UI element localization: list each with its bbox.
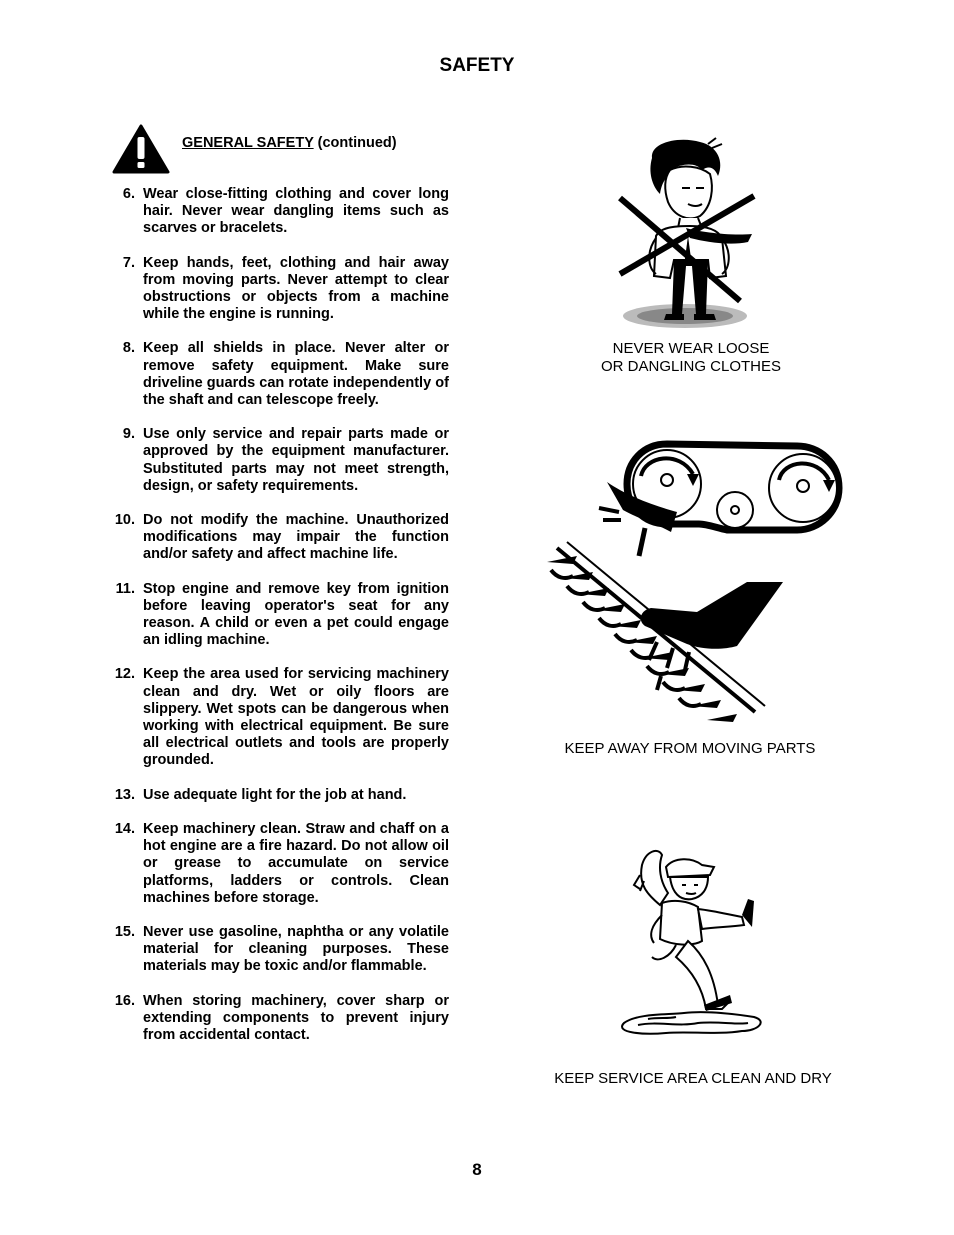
section-heading-title: GENERAL SAFETY — [182, 135, 314, 151]
list-item — [100, 512, 449, 564]
rule-number: 11. — [115, 580, 135, 597]
list-item — [100, 787, 449, 804]
rule-number: 7. — [122, 254, 135, 271]
caption-line: OR DANGLING CLOTHES — [600, 358, 782, 375]
list-item — [100, 924, 449, 976]
rule-text: Wear close-fitting clothing and cover long hair. Never wear dangling items such as scarves or bracelets. — [143, 186, 449, 237]
warning-triangle-icon — [112, 124, 170, 174]
rule-number: 8. — [122, 340, 135, 357]
rule-text: Use adequate light for the job at hand. — [143, 786, 407, 803]
rule-text: Keep the area used for servicing machinery clean and dry. Wet or oily floors are slippery. Wet spots can be dangerous when working with electrical equipment. Be sure all electrical outlets and tools are properly grounded. — [143, 666, 449, 769]
rule-number: 14. — [114, 820, 135, 837]
rule-text: When storing machinery, cover sharp or extending components to prevent injury from accidental contact. — [143, 992, 449, 1043]
list-item — [100, 666, 449, 769]
rule-text: Never use gasoline, naphtha or any volatile material for cleaning purposes. These materials may be toxic and/or flammable. — [143, 923, 449, 975]
rule-number: 6. — [122, 186, 135, 202]
rule-text: Keep all shields in place. Never alter or remove safety equipment. Make sure driveline guards can rotate independently of the shaft and can telescope freely. — [143, 340, 449, 409]
list-item — [100, 340, 449, 409]
section-heading-suffix: (continued) — [313, 135, 397, 151]
caption-loose-clothes — [560, 340, 822, 376]
list-item — [100, 821, 449, 907]
loose-clothes-crossed-out-icon — [590, 136, 775, 336]
list-item — [100, 581, 449, 650]
rule-text: Use only service and repair parts made or approved by the equipment manufacturer. Substituted parts may not meet strength, design, or safety requirements. — [143, 426, 449, 494]
list-item — [100, 426, 449, 495]
section-heading — [182, 135, 397, 151]
rule-text: Keep hands, feet, clothing and hair away from moving parts. Never attempt to clear obstructions or objects from a machine while the engine is running. — [143, 254, 449, 323]
rule-number: 9. — [122, 426, 135, 443]
list-item — [100, 186, 449, 238]
rule-number: 16. — [114, 992, 135, 1009]
caption-line: KEEP AWAY FROM MOVING PARTS — [564, 740, 816, 757]
page-number: 8 — [472, 1160, 482, 1179]
moving-parts-hand-icon — [527, 436, 853, 738]
caption-moving-parts — [540, 740, 840, 758]
floor-stipple — [623, 304, 747, 328]
caption-line: KEEP SERVICE AREA CLEAN AND DRY — [554, 1070, 832, 1087]
rule-text: Stop engine and remove key from ignition before leaving operator's seat for any reason. A child or even a pet could engage an idling machine. — [143, 580, 449, 649]
rule-text: Keep machinery clean. Straw and chaff on a hot engine are a fire hazard. Do not allow oil or grease to accumulate on service platforms, ladders or controls. Clean machines before storage. — [143, 820, 449, 906]
rule-text: Do not modify the machine. Unauthorized modifications may impair the function and/or safety and affect machine life. — [143, 512, 449, 563]
rule-number: 10. — [114, 512, 135, 529]
rule-number: 13. — [114, 786, 135, 803]
list-item — [100, 993, 449, 1045]
page-title: SAFETY — [439, 55, 515, 76]
slipping-man-icon — [618, 845, 768, 1045]
caption-clean-dry — [540, 1070, 846, 1088]
safety-rules-list — [100, 186, 449, 1061]
list-item — [100, 255, 449, 324]
caption-line: NEVER WEAR LOOSE — [612, 340, 770, 357]
rule-number: 12. — [114, 666, 135, 683]
rule-number: 15. — [114, 923, 135, 940]
